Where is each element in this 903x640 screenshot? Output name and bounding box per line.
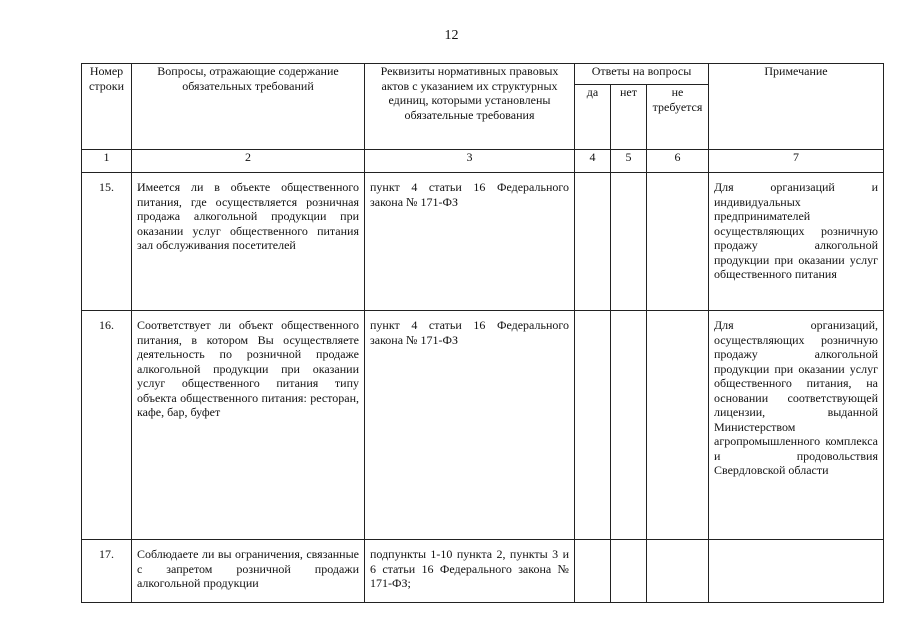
- requisites-text: пункт 4 статьи 16 Федерального закона № 171-ФЗ: [365, 173, 575, 311]
- header-no: нет: [611, 85, 647, 150]
- column-number: 6: [647, 150, 709, 173]
- header-row: [82, 64, 884, 85]
- row-number: 15.: [82, 173, 132, 311]
- note-text: Для организаций, осуществляющих розничную продажу алкогольной продукции при оказании услуг общественного питания, на основании соответствующей лицензии, выданной Министерством агропромышленного комплекса и продовольствия Свердловской области: [709, 311, 884, 540]
- page-number: 12: [444, 28, 459, 43]
- column-number: 2: [132, 150, 365, 173]
- requirements-table: [81, 63, 884, 603]
- answer-yes-cell[interactable]: [575, 311, 611, 540]
- answer-yes-cell[interactable]: [575, 540, 611, 603]
- question-text: Соответствует ли объект общественного питания, в котором Вы осуществляете деятельность по розничной продаже алкогольной продукции при оказании услуг общественного питания типу объекта общественного питания: ресторан, кафе, бар, буфет: [132, 311, 365, 540]
- header-answers: Ответы на вопросы: [575, 64, 709, 85]
- row-number: 16.: [82, 311, 132, 540]
- note-text: [709, 540, 884, 603]
- answer-not-required-cell[interactable]: [647, 173, 709, 311]
- answer-no-cell[interactable]: [611, 540, 647, 603]
- requisites-text: пункт 4 статьи 16 Федерального закона № 171-ФЗ: [365, 311, 575, 540]
- table-row: [82, 540, 884, 603]
- column-numbers-row: [82, 150, 884, 173]
- row-number: 17.: [82, 540, 132, 603]
- header-requisites: Реквизиты нормативных правовых актов с указанием их структурных единиц, которыми установлены обязательные требования: [365, 64, 575, 150]
- header-questions: Вопросы, отражающие содержание обязательных требований: [132, 64, 365, 150]
- header-not-required: не требуется: [647, 85, 709, 150]
- answer-no-cell[interactable]: [611, 173, 647, 311]
- answer-yes-cell[interactable]: [575, 173, 611, 311]
- question-text: Имеется ли в объекте общественного питания, где осуществляется розничная продажа алкогольной продукции при оказании услуг общественного питания зал обслуживания посетителей: [132, 173, 365, 311]
- answer-no-cell[interactable]: [611, 311, 647, 540]
- table-row: [82, 173, 884, 311]
- table-row: [82, 311, 884, 540]
- header-row-number: Номер строки: [82, 64, 132, 150]
- column-number: 4: [575, 150, 611, 173]
- question-text: Соблюдаете ли вы ограничения, связанные с запретом розничной продажи алкогольной продукции: [132, 540, 365, 603]
- column-number: 3: [365, 150, 575, 173]
- column-number: 1: [82, 150, 132, 173]
- answer-not-required-cell[interactable]: [647, 540, 709, 603]
- note-text: Для организаций и индивидуальных предпринимателей осуществляющих розничную продажу алкогольной продукции при оказании услуг общественного питания: [709, 173, 884, 311]
- header-yes: да: [575, 85, 611, 150]
- column-number: 7: [709, 150, 884, 173]
- column-number: 5: [611, 150, 647, 173]
- requisites-text: подпункты 1-10 пункта 2, пункты 3 и 6 статьи 16 Федерального закона № 171-ФЗ;: [365, 540, 575, 603]
- header-note: Примечание: [709, 64, 884, 150]
- answer-not-required-cell[interactable]: [647, 311, 709, 540]
